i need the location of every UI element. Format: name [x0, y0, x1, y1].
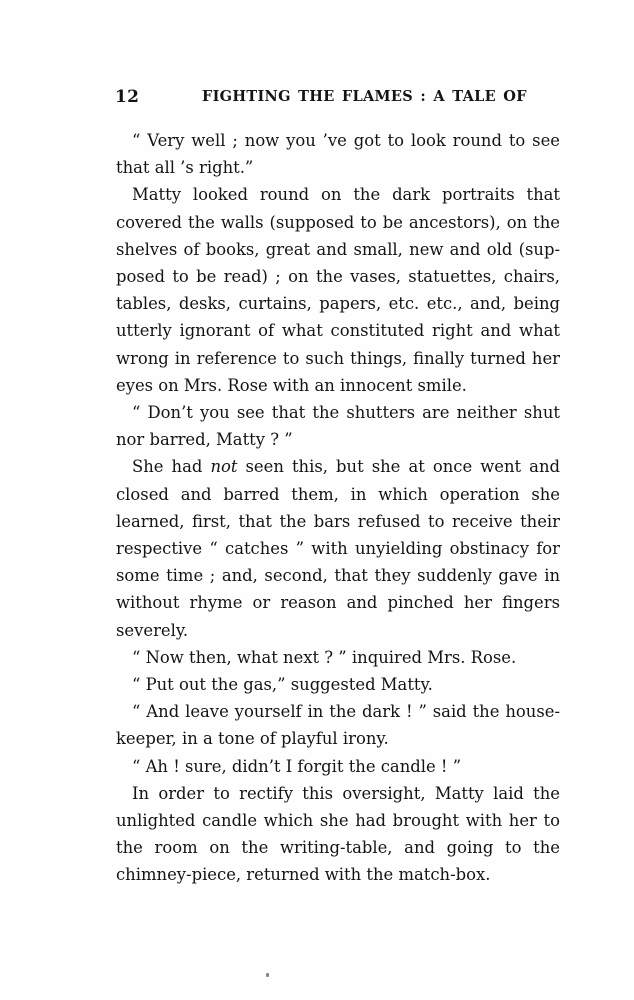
- paragraph: “ Ah ! sure, didn’t I forgit the candle ! ”: [132, 756, 462, 776]
- paragraph: “ Now then, what next ? ” inquired Mrs. Rose.: [132, 647, 517, 667]
- paragraph: “ Don’t you see that the shutters are neither shut nor barred, Matty ? ”: [116, 403, 560, 450]
- paragraph: “ Very well ; now you ’ve got to look round to see that all ’s right.”: [116, 131, 560, 178]
- page-number: 12: [115, 87, 140, 107]
- paragraph: “ And leave yourself in the dark ! ” said the housekeeper, in a tone of playful irony.: [116, 702, 560, 749]
- body-text: [116, 127, 560, 889]
- paragraph: Matty looked round on the dark portraits that covered the walls (supposed to be ancestors), on the shelves of books, great and small, new and old (supposed to be read) ; on the vases, statuettes, chairs, tables, desks, curtains, papers, etc. etc., and, being utterly ignorant of what constituted right and what wrong in reference to such things, finally turned her eyes on Mrs. Rose with an innocent smile.: [116, 185, 560, 395]
- emphasis-text: not: [210, 457, 238, 477]
- running-head: [115, 84, 527, 110]
- paragraph: [116, 453, 560, 643]
- paper-speck: [266, 973, 269, 977]
- paragraph: In order to rectify this oversight, Matty laid the unlighted candle which she had brought with her to the room on the writing-table, and going to the chimney-piece, returned with the match-box.: [116, 783, 560, 885]
- paragraph: “ Put out the gas,” suggested Matty.: [132, 675, 433, 695]
- paragraph-text: seen this, but she at once went and closed and barred them, in which operation she learned, first, that the bars refused to receive their respective “ catches ” with unyielding obstinacy for some time ; and, second, that they suddenly gave in without rhyme or reason and pinched her fingers severely.: [116, 457, 560, 640]
- paragraph-text: She had: [132, 457, 211, 477]
- running-title: FIGHTING THE FLAMES : A TALE OF: [202, 88, 527, 105]
